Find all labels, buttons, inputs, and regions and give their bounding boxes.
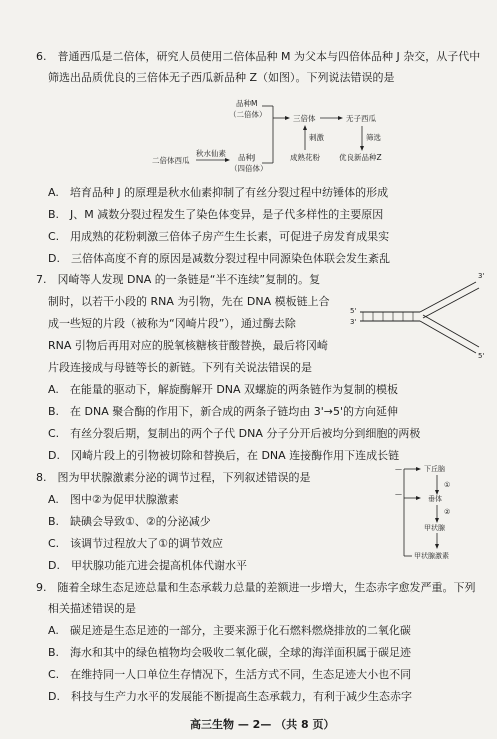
q6-label-j-ploidy: （四倍体） (230, 164, 268, 173)
q6-option-c[interactable]: C. 用成熟的花粉刺激三倍体子房产生生长素，可促进子房发育成果实 (48, 230, 390, 243)
q6-label-m: 品种M (236, 99, 258, 108)
q6-label-pollen: 成熟花粉 (290, 153, 320, 162)
q6-label-diploid-watermelon: 二倍体西瓜 (152, 156, 190, 165)
q7-label-right-3prime: 3' (478, 272, 485, 280)
q9-stem-line-1: 9. 随着全球生态足迹总量和生态承载力总量的差额进一步增大，生态赤字愈发严重。下列 (36, 581, 476, 594)
q6-label-colchicine: 秋水仙素 (196, 149, 226, 158)
q7-option-c[interactable]: C. 有丝分裂后期，复制出的两个子代 DNA 分子分开后被均分到细胞的两极 (48, 427, 421, 440)
q9-option-c[interactable]: C. 在维持同一人口单位生存情况下，生活方式不同，生态足迹大小也不同 (48, 668, 412, 681)
q8-label-hypothalamus: 下丘脑 (424, 465, 445, 473)
q8-label-minus-2: — (395, 490, 402, 498)
q6-option-b[interactable]: B. J、M 减数分裂过程发生了染色体变异，是子代多样性的主要原因 (48, 208, 384, 221)
q8-option-b[interactable]: B. 缺碘会导致①、②的分泌减少 (48, 515, 211, 528)
q7-stem-line-5: 片段连接成与母链等长的新链。下列有关说法错误的是 (48, 361, 312, 374)
q6-option-a[interactable]: A. 培育品种 J 的原理是秋水仙素抑制了有丝分裂过程中纺锤体的形成 (48, 186, 389, 199)
q8-stem: 8. 图为甲状腺激素分泌的调节过程，下列叙述错误的是 (36, 471, 311, 484)
q9-option-a[interactable]: A. 碳足迹是生态足迹的一部分，主要来源于化石燃料燃烧排放的二氧化碳 (48, 624, 411, 637)
q8-label-thyroid: 甲状腺 (424, 524, 445, 532)
q6-label-triploid: 三倍体 (293, 114, 316, 123)
q9-option-d[interactable]: D. 科技与生产力水平的发展能不断提高生态承载力，有利于减少生态赤字 (48, 690, 412, 703)
q6-stem-line-2: 筛选出品质优良的三倍体无子西瓜新品种 Z（如图）。下列说法错误的是 (48, 71, 395, 84)
q6-option-d[interactable]: D. 三倍体高度不育的原因是减数分裂过程中同源染色体联会发生紊乱 (48, 252, 390, 265)
q9-stem-line-2: 相关描述错误的是 (48, 602, 136, 615)
q8-label-circle-2: ② (444, 508, 451, 516)
q7-label-left-3prime: 3' (350, 318, 357, 326)
q6-label-m-ploidy: （二倍体） (229, 110, 267, 119)
q7-stem-line-1: 7. 冈崎等人发现 DNA 的一条链是“半不连续”复制的。复 (36, 273, 321, 286)
q7-stem-line-2: 制时，以若干小段的 RNA 为引物，先在 DNA 模板链上合 (48, 295, 330, 308)
q6-stem-line-1: 6. 普通西瓜是二倍体，研究人员使用二倍体品种 M 为父本与四倍体品种 J 杂交，从子代中 (36, 50, 481, 63)
q6-label-screen: 筛选 (366, 133, 381, 142)
q7-label-right-5prime: 5' (478, 352, 485, 360)
q7-option-a[interactable]: A. 在能量的驱动下，解旋酶解开 DNA 双螺旋的两条链作为复制的模板 (48, 383, 399, 396)
q8-option-d[interactable]: D. 甲状腺功能亢进会提高机体代谢水平 (48, 559, 247, 572)
q8-option-c[interactable]: C. 该调节过程放大了①的调节效应 (48, 537, 224, 550)
page-footer: 高三生物 — 2— （共 8 页） (190, 718, 335, 731)
q8-label-thyroid-hormone: 甲状腺激素 (414, 552, 449, 560)
q6-label-seedless: 无子西瓜 (346, 114, 376, 123)
q7-stem-line-4: RNA 引物后再用对应的脱氧核糖核苷酸替换，最后将冈崎 (48, 339, 328, 352)
q8-label-minus-1: — (395, 465, 402, 473)
q9-option-b[interactable]: B. 海水和其中的绿色植物均会吸收二氧化碳，全球的海洋面积属于碳足迹 (48, 646, 412, 659)
q8-label-circle-1: ① (444, 481, 451, 489)
q8-label-pituitary: 垂体 (428, 495, 442, 503)
q6-label-j: 品种J (238, 153, 256, 162)
q7-option-b[interactable]: B. 在 DNA 聚合酶的作用下，新合成的两条子链均由 3'→5'的方向延伸 (48, 405, 399, 418)
q8-option-a[interactable]: A. 图中②为促甲状腺激素 (48, 493, 179, 506)
q7-stem-line-3: 成一些短的片段（被称为“冈崎片段”），通过酶去除 (48, 317, 296, 330)
q7-label-left-5prime: 5' (350, 307, 357, 315)
q6-label-variety-z: 优良新品种Z (339, 153, 382, 162)
q6-label-stimulate: 刺激 (309, 133, 324, 142)
q7-option-d[interactable]: D. 冈崎片段上的引物被切除和替换后，在 DNA 连接酶作用下连成长链 (48, 449, 400, 462)
